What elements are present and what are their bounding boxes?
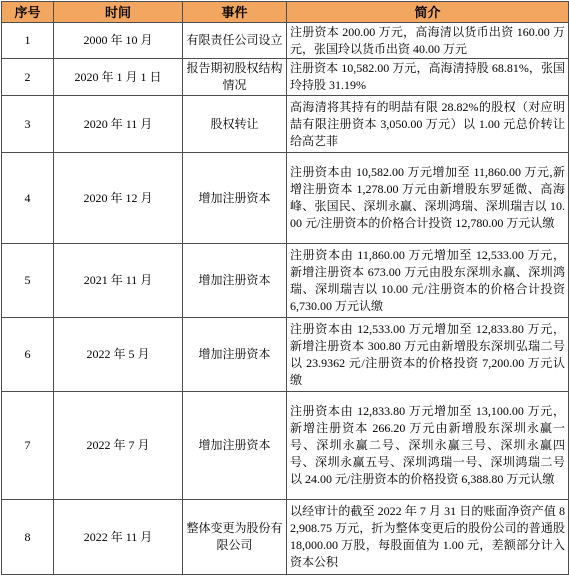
header-no: 序号 <box>2 2 54 23</box>
row-desc: 注册资本由 11,860.00 万元增加至 12,533.00 万元，新增注册资本 673.00 万元由股东深圳永赢、深圳鸿瑞、深圳瑞吉以 10.00 元/注册资本的价格合计投资 6,730.00 万元认缴 <box>287 244 569 318</box>
table-row <box>2 318 569 392</box>
row-time: 2021 年 11 月 <box>54 244 183 318</box>
table-row <box>2 500 569 575</box>
row-event: 增加注册资本 <box>183 244 287 318</box>
row-event: 增加注册资本 <box>183 153 287 244</box>
table-row <box>2 59 569 96</box>
row-desc: 注册资本由 12,833.80 万元增加至 13,100.00 万元，新增注册资本 266.20 万元由新增股东深圳永赢一号、深圳永赢二号、深圳永赢三号、深圳永赢四号、深圳永赢五号、深圳鸿瑞一号、深圳鸿瑞二号以 24.00 元/注册资本的价格投资 6,388.80 万元认缴 <box>287 392 569 500</box>
row-desc: 注册资本 200.00 万元，高海清以货币出资 160.00 万元，张国玲以货币出资 40.00 万元 <box>287 23 569 59</box>
row-time: 2020 年 12 月 <box>54 153 183 244</box>
row-no: 2 <box>2 59 54 96</box>
table-row <box>2 392 569 500</box>
row-desc: 注册资本由 12,533.00 万元增加至 12,833.80 万元，新增注册资本 300.80 万元由新增股东深圳弘瑞二号以 23.9362 元/注册资本的价格投资 7,200.00 万元认缴 <box>287 318 569 392</box>
row-time: 2022 年 11 月 <box>54 500 183 575</box>
table-row <box>2 244 569 318</box>
row-event: 整体变更为股份有限公司 <box>183 500 287 575</box>
row-time: 2000 年 10 月 <box>54 23 183 59</box>
row-no: 5 <box>2 244 54 318</box>
row-no: 7 <box>2 392 54 500</box>
row-desc: 注册资本由 10,582.00 万元增加至 11,860.00 万元,新增注册资本 1,278.00 万元由新增股东罗延微、高海峰、张国民、深圳永赢、深圳鸿瑞、深圳瑞吉以 10.00 元/注册资本的价格合计投资 12,780.00 万元认缴 <box>287 153 569 244</box>
table-row <box>2 23 569 59</box>
header-time: 时间 <box>54 2 183 23</box>
row-time: 2020 年 1 月 1 日 <box>54 59 183 96</box>
row-no: 1 <box>2 23 54 59</box>
row-event: 报告期初股权结构情况 <box>183 59 287 96</box>
row-time: 2022 年 5 月 <box>54 318 183 392</box>
row-event: 增加注册资本 <box>183 392 287 500</box>
header-event: 事件 <box>183 2 287 23</box>
row-no: 4 <box>2 153 54 244</box>
row-time: 2020 年 11 月 <box>54 96 183 153</box>
row-no: 3 <box>2 96 54 153</box>
row-desc: 高海清将其持有的明喆有限 28.82%的股权（对应明喆有限注册资本 3,050.00 万元）以 1.00 元总价转让给高艺菲 <box>287 96 569 153</box>
company-history-table <box>1 1 569 575</box>
row-desc: 注册资本 10,582.00 万元，高海清持股 68.81%，张国玲持股 31.19% <box>287 59 569 96</box>
row-desc: 以经审计的截至 2022 年 7 月 31 日的账面净资产值 82,908.75 万元，折为整体变更后的股份公司的普通股 18,000.00 万股，每股面值为 1.00 元，差额部分计入资本公积 <box>287 500 569 575</box>
table-row <box>2 153 569 244</box>
row-event: 有限责任公司设立 <box>183 23 287 59</box>
row-no: 8 <box>2 500 54 575</box>
row-event: 增加注册资本 <box>183 318 287 392</box>
header-desc: 简介 <box>287 2 569 23</box>
table-row <box>2 96 569 153</box>
table-header-row <box>2 2 569 23</box>
row-time: 2022 年 7 月 <box>54 392 183 500</box>
row-event: 股权转让 <box>183 96 287 153</box>
row-no: 6 <box>2 318 54 392</box>
